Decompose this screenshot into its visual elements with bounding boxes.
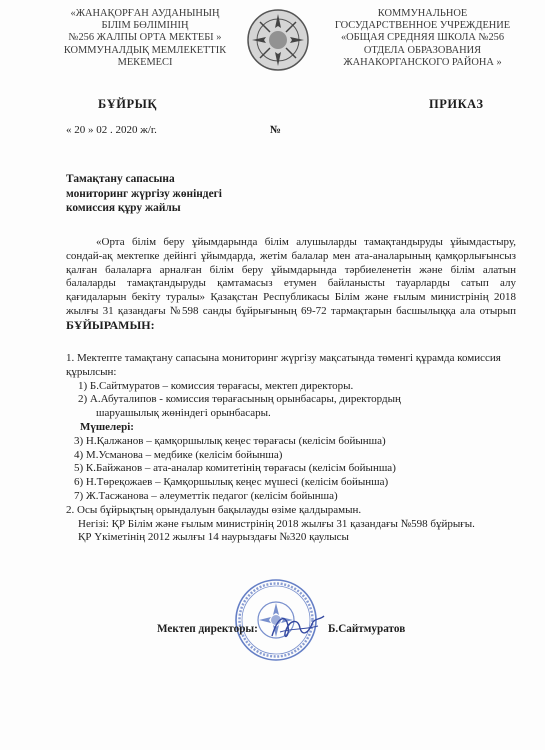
- title-kk: БҰЙРЫҚ: [98, 97, 157, 111]
- header-right-ru: [330, 8, 515, 69]
- header-left-line: №256 ЖАЛПЫ ОРТА МЕКТЕБІ »: [68, 32, 222, 44]
- header-left-line: МЕКЕМЕСІ: [117, 56, 173, 68]
- header-right-line: ОТДЕЛА ОБРАЗОВАНИЯ: [363, 44, 482, 56]
- header-left-line: «ЖАНАҚОРҒАН АУДАНЫНЫҢ: [70, 8, 220, 19]
- handwritten-signature-icon: [268, 610, 328, 644]
- member-item: 3) Н.Қалжанов – қамқоршылық кеңес төрағасы (келісім бойынша): [74, 434, 386, 447]
- member-item: 6) Н.Төреқожаев – Қамқоршылық кеңес мүшесі (келісім бойынша): [74, 476, 389, 489]
- list-subitem-continuation: шаруашылық жөніндегі орынбасары.: [96, 407, 271, 420]
- header-right-line: ГОСУДАРСТВЕННОЕ УЧРЕЖДЕНИЕ: [334, 20, 511, 32]
- preamble-paragraph: [66, 236, 516, 334]
- preamble-text: «Орта білім беру ұйымдарында білім алушыларды тамақтандыруды ұйымдастыру, сондай-ақ мектепке дейінгі ұйымдарда, жетім балалар мен ата-аналарының қамқорлығынсыз қалған балаларға арналған білім беру ұйымдарында тәрбиеленетін және білім алатын балаларды тамақтандыруды қамтамасыз етумен байланысты тауарларды сатып алу қағидаларын бекіту туралы» Қазақстан Республикасы Білім және ғылым министрінің 2018 жылғы 31 қазандағы №598 санды бұйрығының 69-72 тармақтарын басшылыққа ала отырып: [66, 236, 516, 317]
- member-item: 4) М.Усманова – медбике (келісім бойынша): [74, 448, 283, 461]
- order-number-sign: №: [270, 124, 282, 136]
- header-right-line: ЖАНАКОРГАНСКОГО РАЙОНА »: [343, 56, 502, 68]
- header-left-line: БІЛІМ БӨЛІМІНІҢ: [101, 20, 189, 32]
- list-item: 2. Осы бұйрықтың орындалуын бақылауды өзіме қалдырамын.: [66, 503, 362, 516]
- header-right-line: «ОБЩАЯ СРЕДНЯЯ ШКОЛА №256: [340, 32, 505, 44]
- order-items: [66, 352, 516, 545]
- list-subitem: 2) А.Абуталипов - комиссия төрағасының орынбасары, директордың: [78, 393, 401, 406]
- title-ru: ПРИКАЗ: [429, 97, 484, 111]
- order-subject: [66, 172, 222, 216]
- signature-label: Мектеп директоры:: [157, 623, 258, 635]
- list-item: 1. Мектепте тамақтану сапасына мониторинг жүргізу мақсатында төменгі құрамда комиссия құрылсын:: [66, 352, 501, 378]
- member-item: 5) К.Байжанов – ата-аналар комитетінің төрағасы (келісім бойынша): [74, 462, 396, 475]
- list-subitem: 1) Б.Сайтмуратов – комиссия төрағасы, мектеп директоры.: [78, 379, 354, 392]
- director-name: Б.Сайтмуратов: [328, 623, 406, 635]
- subject-line: Тамақтану сапасына: [66, 173, 175, 185]
- header-left-kk: [50, 8, 240, 69]
- header-right-line: КОММУНАЛЬНОЕ: [377, 8, 468, 19]
- header-left-line: КОММУНАЛДЫҚ МЕМЛЕКЕТТІК: [63, 44, 227, 56]
- basis-line: ҚР Үкіметінің 2012 жылғы 14 наурыздағы №320 қаулысы: [78, 531, 349, 544]
- members-label: Мүшелері:: [80, 420, 134, 433]
- state-emblem-icon: [246, 8, 310, 72]
- subject-line: мониторинг жүргізу жөніндегі: [66, 187, 222, 200]
- decree-word: БҰЙЫРАМЫН:: [66, 317, 155, 332]
- order-date: « 20 » 02 . 2020 ж/г.: [66, 124, 157, 136]
- subject-line: комиссия құру жайлы: [66, 202, 181, 214]
- member-item: 7) Ж.Тасжанова – әлеуметтік педагог (келісім бойынша): [74, 489, 338, 502]
- basis-line: Негізі: ҚР Білім және ғылым министрінің 2018 жылғы 31 қазандағы №598 бұйрығы.: [78, 517, 475, 530]
